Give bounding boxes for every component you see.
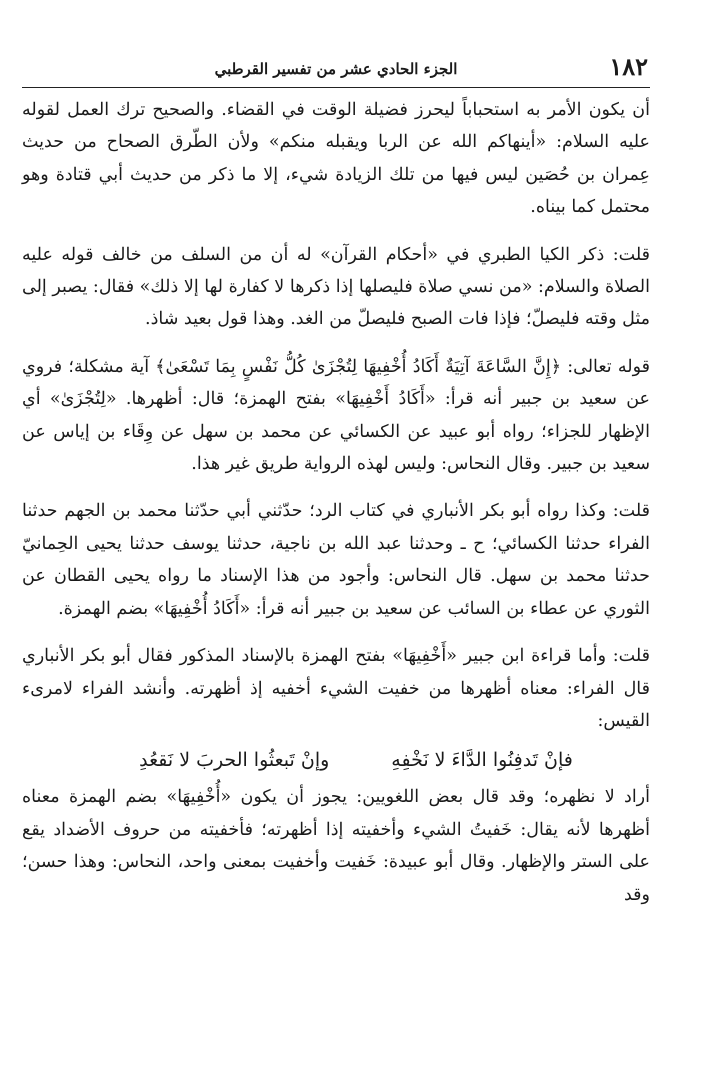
running-title: الجزء الحادي عشر من تفسير القرطبي bbox=[214, 60, 458, 78]
paragraph: قلت: ذكر الكيا الطبري في «أحكام القرآن» له أن من السلف من خالف قوله عليه الصلاة والسلام: «من نسي صلاة فليصلها إذا ذكرها لا كفارة لها إلا ذلك» فقال: يصبر إلى مثل وقته فليصلّ؛ فإذا فات الصبح فليصلّ من الغد. وهذا قول بعيد شاذ. bbox=[22, 244, 650, 330]
page-body bbox=[22, 94, 650, 926]
page-number: ١٨٢ bbox=[609, 52, 648, 81]
paragraph: قلت: وأما قراءة ابن جبير «أَخْفِيهَا» بفتح الهمزة بالإسناد المذكور فقال أبو بكر الأنباري قال الفراء: معناه أظهرها من خفيت الشيء أخفيه إذ أظهرته. وأنشد الفراء لامرىء القيس: bbox=[22, 646, 650, 731]
paragraph: قوله تعالى: ﴿إِنَّ السَّاعَةَ آتِيَةٌ أَكَادُ أُخْفِيهَا لِتُجْزَىٰ كُلُّ نَفْسٍ بِمَا تَسْعَىٰ﴾ آية مشكلة؛ فروي عن سعيد بن جبير أنه قرأ: «أَكَادُ أَخْفِيهَا» بفتح الهمزة؛ قال: أظهرها. «لِتُجْزَىٰ» أي الإظهار للجزاء؛ رواه أبو عبيد عن الكسائي عن محمد بن سهل عن وِقَاء بن إياس عن سعيد بن جبير. وقال النحاس: وليس لهذه الرواية طريق غير هذا. bbox=[22, 356, 650, 475]
verse-first-hemistich: فإنْ تَدفِنُوا الدَّاءَ لا نَخْفِهِ bbox=[391, 749, 573, 772]
page-header bbox=[22, 0, 650, 88]
poetry-verse bbox=[22, 745, 650, 775]
verse-second-hemistich: وإنْ تَبعثُوا الحربَ لا نَقعُدِ bbox=[139, 749, 330, 772]
paragraph: قلت: وكذا رواه أبو بكر الأنباري في كتاب الرد؛ حدّثني أبي حدّثنا محمد بن الجهم حدثنا الفراء حدثنا الكسائي؛ ح ـ وحدثنا عبد الله بن ناجية، حدثنا يوسف حدثنا يحيى الحِمانيّ حدثنا محمد بن سهل. قال النحاس: وأجود من هذا الإسناد ما رواه يحيى القطان عن الثوري عن عطاء بن السائب عن سعيد بن جبير أنه قرأ: «أَكَادُ أُخْفِيهَا» بضم الهمزة. bbox=[22, 501, 650, 619]
closing-paragraph: أراد لا نظهره؛ وقد قال بعض اللغويين: يجوز أن يكون «أُخْفِيهَا» بضم الهمزة معناه أظهرها لأنه يقال: خَفيتُ الشيء وأخفيته إذا أظهرته؛ فأخفيته من حروف الأضداد يقع على الستر والإظهار. وقال أبو عبيدة: خَفيت وأخفيت بمعنى واحد، النحاس: وهذا حسن؛ وقد bbox=[22, 787, 650, 905]
paragraph: أن يكون الأمر به استحباباً ليحرز فضيلة الوقت في القضاء. والصحيح ترك العمل لقوله عليه السلام: «أينهاكم الله عن الربا ويقبله منكم» ولأن الطّرق الصحاح من حديث عِمران بن حُصَين ليس فيها من تلك الزيادة شيء، إلا ما ذكر من حديث أبي قتادة وهو محتمل كما بيناه. bbox=[22, 100, 650, 218]
